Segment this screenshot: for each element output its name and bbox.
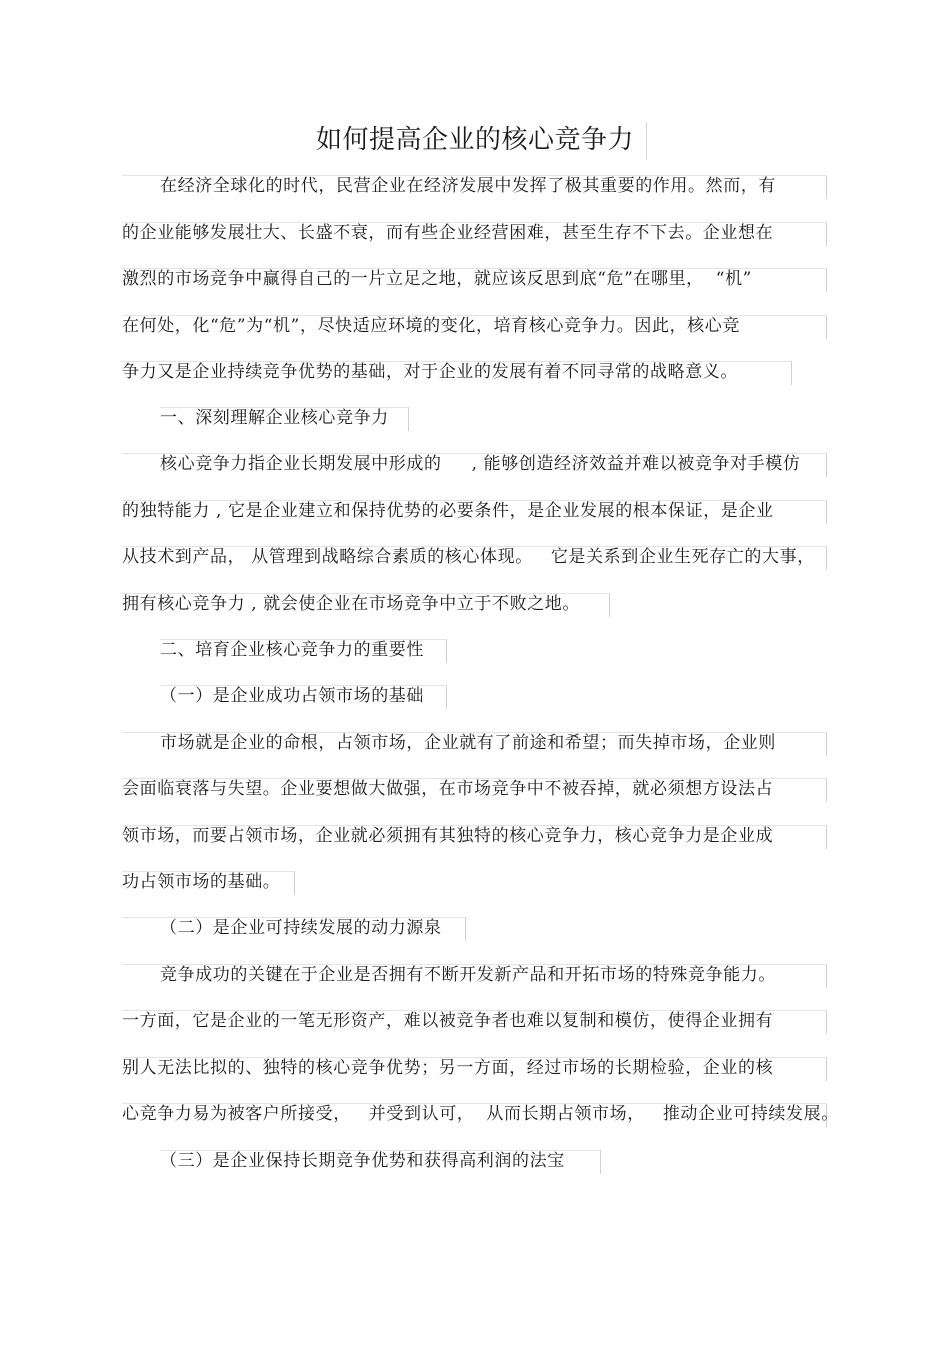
- body-line: 心竞争力易为被客户所接受， 并受到认可， 从而长期占领市场， 推动企业可持续发展。: [122, 1104, 839, 1124]
- text-box-edge: [646, 122, 647, 160]
- body-line: 竞争成功的关键在于企业是否拥有不断开发新产品和开拓市场的特殊竞争能力。: [160, 965, 776, 985]
- body-line: 领市场，而要占领市场，企业就必须拥有其独特的核心竞争力，核心竞争力是企业成: [122, 826, 774, 846]
- body-line: 激烈的市场竞争中赢得自己的一片立足之地，就应该反思到底“危”在哪里， “机”: [122, 269, 752, 289]
- body-line: 的独特能力 , 它是企业建立和保持优势的必要条件，是企业发展的根本保证，是企业: [122, 501, 774, 521]
- document-title: 如何提高企业的核心竞争力: [315, 125, 634, 155]
- body-line: 核心竞争力指企业长期发展中形成的 , 能够创造经济效益并难以被竞争对手模仿: [160, 454, 801, 474]
- body-line: 拥有核心竞争力 , 就会使企业在市场竞争中立于不败之地。: [122, 594, 581, 614]
- body-line: 市场就是企业的命根，占领市场，企业就有了前途和希望；而失掉市场，企业则: [160, 733, 776, 753]
- subsection-heading: （一）是企业成功占领市场的基础: [160, 686, 424, 706]
- body-line: 争力又是企业持续竞争优势的基础，对于企业的发展有着不同寻常的战略意义。: [122, 362, 738, 382]
- body-line: 的企业能够发展壮大、长盛不衰，而有些企业经营困难，甚至生存不下去。企业想在: [122, 223, 774, 243]
- section-heading: 一、深刻理解企业核心竞争力: [160, 408, 389, 428]
- body-line: 在经济全球化的时代，民营企业在经济发展中发挥了极其重要的作用。然而，有: [160, 176, 776, 196]
- body-line: 功占领市场的基础。: [122, 872, 281, 892]
- body-line: 别人无法比拟的、独特的核心竞争优势；另一方面，经过市场的长期检验，企业的核: [122, 1058, 774, 1078]
- body-line: 会面临衰落与失望。企业要想做大做强，在市场竞争中不被吞掉，就必须想方设法占: [122, 779, 774, 799]
- body-line: 在何处，化“危”为“机”，尽快适应环境的变化，培育核心竞争力。因此，核心竞: [122, 316, 740, 336]
- body-line: 从技术到产品， 从管理到战略综合素质的核心体现。 它是关系到企业生死存亡的大事，: [122, 547, 815, 567]
- section-heading: 二、培育企业核心竞争力的重要性: [160, 640, 424, 660]
- subsection-heading: （三）是企业保持长期竞争优势和获得高利润的法宝: [160, 1151, 565, 1171]
- subsection-heading: （二）是企业可持续发展的动力源泉: [160, 918, 442, 938]
- body-line: 一方面，它是企业的一笔无形资产，难以被竞争者也难以复制和模仿，使得企业拥有: [122, 1011, 774, 1031]
